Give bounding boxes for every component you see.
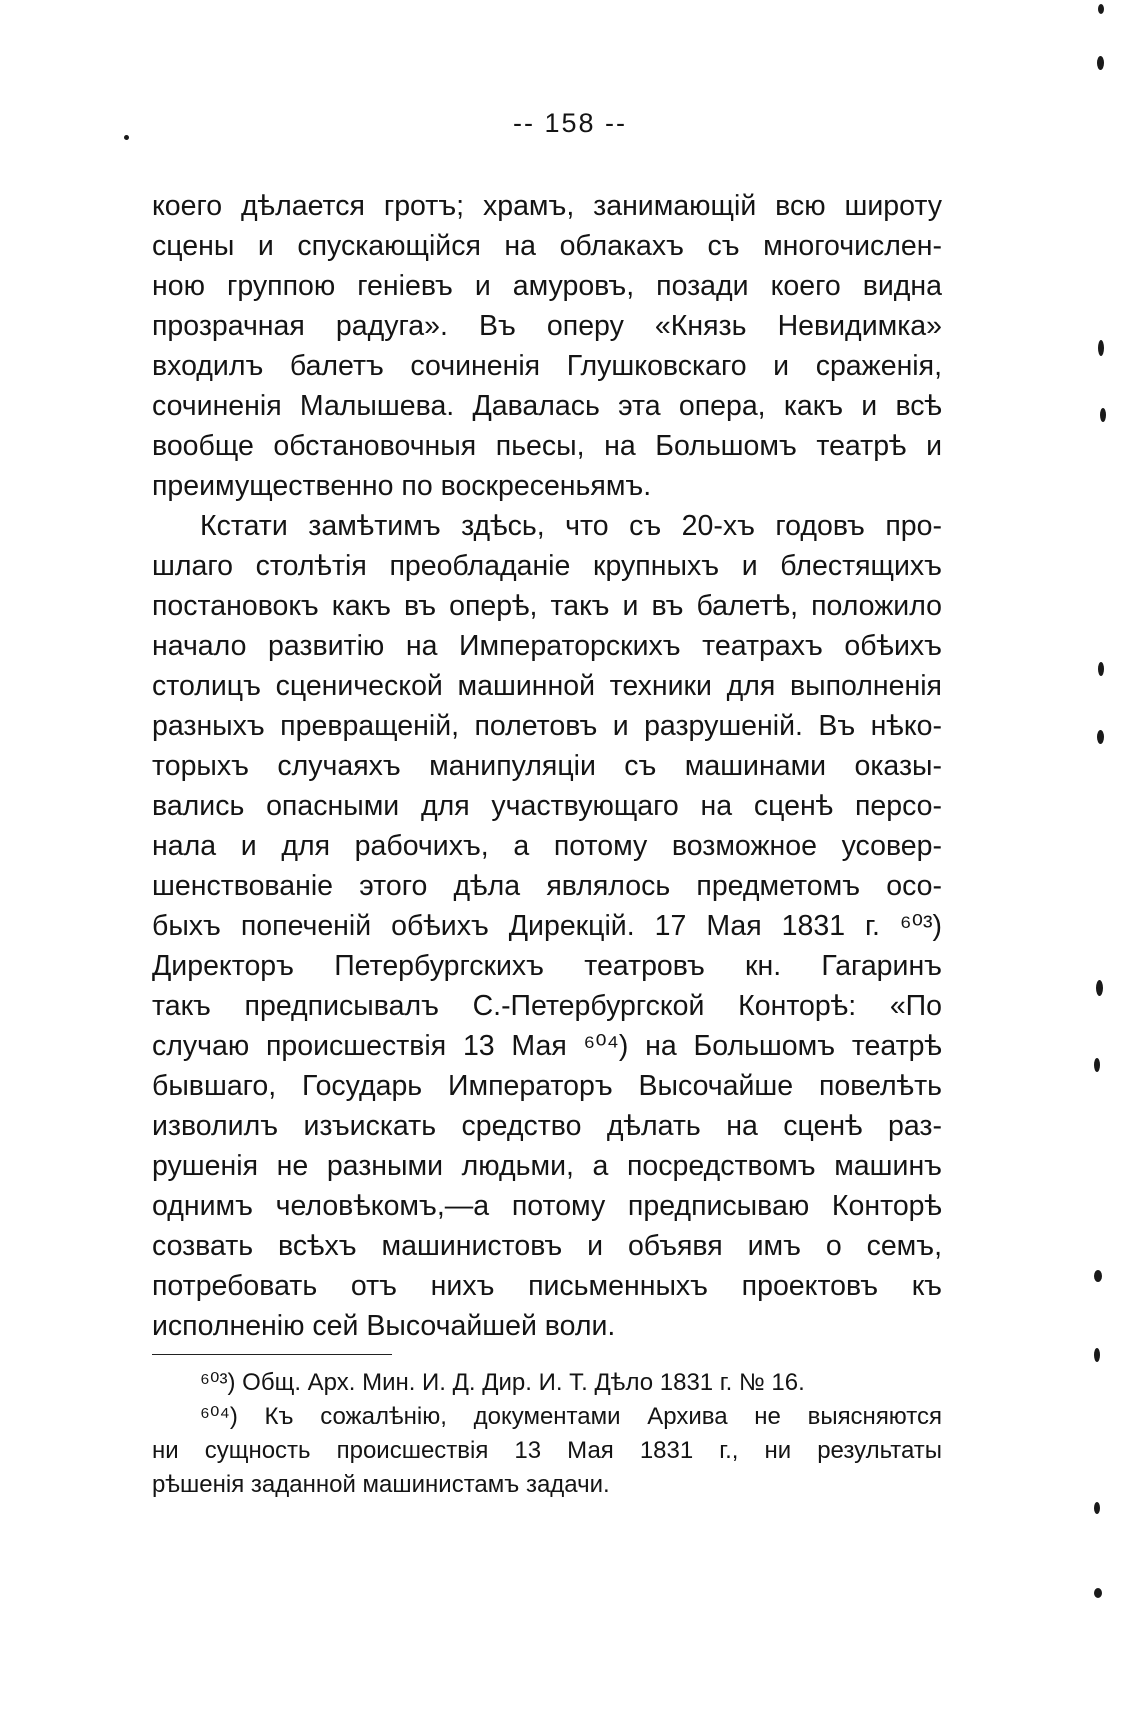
footnote-line: рѣшенія заданной машинистамъ задачи. <box>152 1471 610 1498</box>
text-line: коего дѣлается гротъ; храмъ, занимающій всю широту <box>152 190 942 222</box>
margin-speck <box>1094 1058 1100 1072</box>
margin-speck <box>1098 4 1104 14</box>
text-line: однимъ человѣкомъ,—а потому предписываю Конторѣ <box>152 1190 942 1222</box>
text-line: созвать всѣхъ машинистовъ и объявя имъ о семъ, <box>152 1230 942 1262</box>
footnote-line: ни сущность происшествія 13 Мая 1831 г., ни результаты <box>152 1437 942 1464</box>
text-line: прозрачная радуга». Въ оперу «Князь Невидимка» <box>152 310 942 342</box>
text-line: сочиненія Малышева. Давалась эта опера, какъ и всѣ <box>152 390 942 422</box>
margin-speck <box>1098 662 1104 676</box>
footnote-line: ⁶⁰³) Общ. Арх. Мин. И. Д. Дир. И. Т. Дѣло 1831 г. № 16. <box>200 1369 805 1396</box>
text-line: нала и для рабочихъ, а потому возможное усовер- <box>152 830 942 862</box>
margin-speck <box>1096 980 1103 996</box>
text-line: вались опасными для участвующаго на сценѣ персо- <box>152 790 942 822</box>
paragraph-first-line: Кстати замѣтимъ здѣсь, что съ 20-хъ годовъ про- <box>200 510 942 542</box>
text-line: торыхъ случаяхъ манипуляціи съ машинами оказы- <box>152 750 942 782</box>
margin-speck <box>1094 1270 1102 1282</box>
text-line: преимущественно по воскресеньямъ. <box>152 470 652 502</box>
text-line: столицъ сценической машинной техники для выполненія <box>152 670 942 702</box>
margin-speck <box>1094 1502 1100 1514</box>
margin-speck <box>1094 1348 1100 1362</box>
text-line: входилъ балетъ сочиненія Глушковскаго и сраженія, <box>152 350 942 382</box>
text-line: изволилъ изъискать средство дѣлать на сценѣ раз- <box>152 1110 942 1142</box>
margin-speck <box>1094 1588 1102 1598</box>
margin-speck <box>1097 56 1104 70</box>
footnote-line: ⁶⁰⁴) Къ сожалѣнію, документами Архива не выясняются <box>200 1403 942 1430</box>
text-line: начало развитію на Императорскихъ театрахъ обѣихъ <box>152 630 942 662</box>
margin-speck <box>1098 340 1104 356</box>
page-number: -- 158 -- <box>512 108 628 138</box>
text-line: шлаго столѣтія преобладаніе крупныхъ и блестящихъ <box>152 550 942 582</box>
text-line: исполненію сей Высочайшей воли. <box>152 1310 616 1342</box>
text-line: постановокъ какъ въ оперѣ, такъ и въ балетѣ, положило <box>152 590 942 622</box>
text-line: разныхъ превращеній, полетовъ и разрушеній. Въ нѣко- <box>152 710 942 742</box>
text-line: случаю происшествія 13 Мая ⁶⁰⁴) на Большомъ театрѣ <box>152 1030 942 1062</box>
margin-speck <box>1097 730 1104 744</box>
text-line: бывшаго, Государь Императоръ Высочайше повелѣть <box>152 1070 942 1102</box>
text-line: вообще обстановочныя пьесы, на Большомъ театрѣ и <box>152 430 942 462</box>
text-line: такъ предписывалъ С.-Петербургской Конторѣ: «По <box>152 990 942 1022</box>
margin-speck <box>1100 408 1106 422</box>
text-line: Директоръ Петербургскихъ театровъ кн. Гагаринъ <box>152 950 942 982</box>
text-line: потребовать отъ нихъ письменныхъ проектовъ къ <box>152 1270 942 1302</box>
text-line: рушенія не разными людьми, а посредствомъ машинъ <box>152 1150 942 1182</box>
text-line: сцены и спускающійся на облакахъ съ многочислен- <box>152 230 942 262</box>
footnote-separator <box>152 1354 392 1355</box>
text-line: ною группою геніевъ и амуровъ, позади коего видна <box>152 270 942 302</box>
text-line: шенствованіе этого дѣла являлось предметомъ осо- <box>152 870 942 902</box>
text-line: быхъ попеченій обѣихъ Дирекцій. 17 Мая 1831 г. ⁶⁰³) <box>152 910 942 942</box>
